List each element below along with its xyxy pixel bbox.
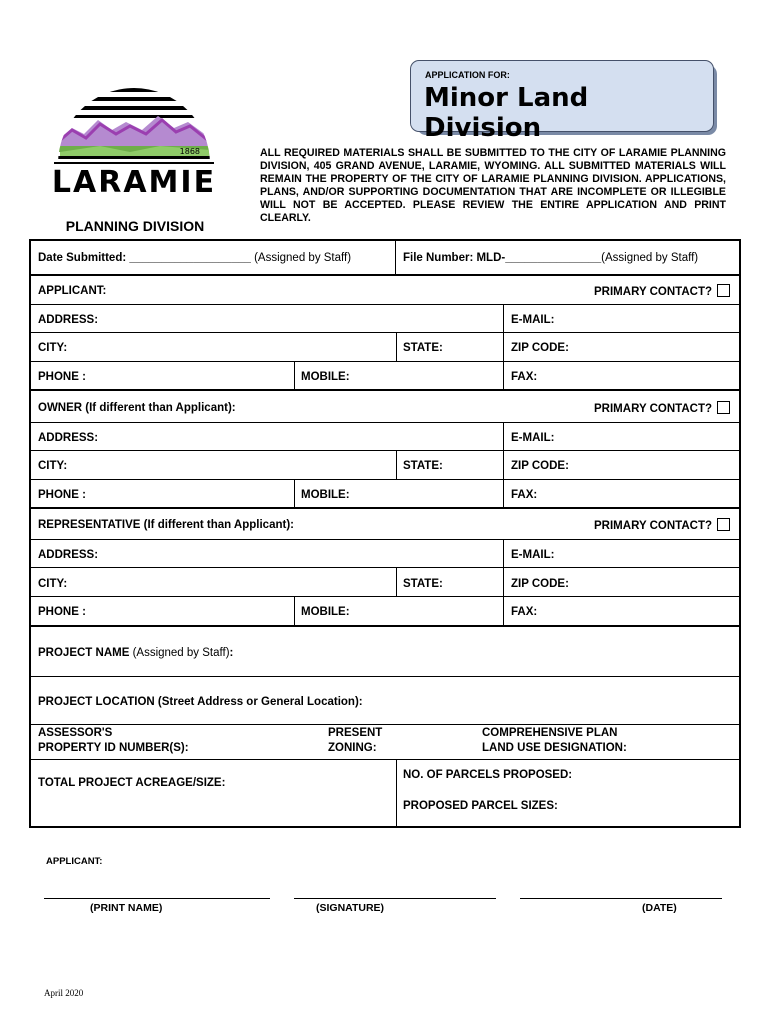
file-number-field[interactable]: File Number: MLD-_______________(Assigned by Staff) [403,252,699,264]
representative-field[interactable]: REPRESENTATIVE (If different than Applicant): [38,519,294,531]
divider [396,759,397,828]
representative-mobile-field[interactable]: MOBILE: [301,606,350,618]
owner-state-field[interactable]: STATE: [403,460,443,472]
submission-notice: ALL REQUIRED MATERIALS SHALL BE SUBMITTED TO THE CITY OF LARAMIE PLANNING DIVISION, 405 GRAND AVENUE, LARAMIE, WYOMING. ALL SUBMITTED MATERIALS WILL REMAIN THE PROPERTY OF THE CITY OF LARAMIE PLANNING DIVISION. APPLICATIONS, PLANS, AND/OR SUPPORTING DOCUMENTATION THAT ARE INCOMPLETE OR ILLEGIBLE WILL NOT BE ACCEPTED. PLEASE REVIEW THE ENTIRE APPLICATION AND PRINT CLEARLY. [260,147,726,224]
divider [31,724,739,725]
divider [503,567,504,596]
divider [31,274,739,276]
land-use-designation-field[interactable]: COMPREHENSIVE PLAN LAND USE DESIGNATION: [482,727,627,754]
divider [503,332,504,361]
divider [503,596,504,625]
representative-primary-contact-checkbox[interactable] [717,518,730,531]
owner-city-field[interactable]: CITY: [38,460,68,472]
owner-primary-contact[interactable]: PRIMARY CONTACT? [594,401,730,415]
divider [31,676,739,677]
applicant-primary-contact[interactable]: PRIMARY CONTACT? [594,284,730,298]
representative-city-field[interactable]: CITY: [38,578,68,590]
divider [503,361,504,389]
assessor-property-id-field[interactable]: ASSESSOR'S PROPERTY ID NUMBER(S): [38,727,189,754]
applicant-email-field[interactable]: E-MAIL: [511,314,555,326]
divider [31,389,739,391]
representative-fax-field[interactable]: FAX: [511,606,538,618]
representative-address-field[interactable]: ADDRESS: [38,549,99,561]
divider [503,450,504,479]
print-name-line[interactable] [44,898,270,899]
divider [294,361,295,389]
divider [31,596,739,597]
divider [31,422,739,423]
applicant-phone-field[interactable]: PHONE : [38,371,86,383]
divider [294,479,295,507]
owner-address-field[interactable]: ADDRESS: [38,432,99,444]
project-name-field[interactable]: PROJECT NAME (Assigned by Staff): [38,647,234,659]
date-submitted-field[interactable]: Date Submitted: ___________________ (Assigned by Staff) [38,252,352,264]
divider [396,567,397,596]
divider [31,507,739,509]
applicant-address-field[interactable]: ADDRESS: [38,314,99,326]
laramie-logo [50,72,218,202]
applicant-city-field[interactable]: CITY: [38,342,68,354]
present-zoning-field[interactable]: PRESENT ZONING: [328,727,383,754]
owner-primary-contact-checkbox[interactable] [717,401,730,414]
representative-primary-contact[interactable]: PRIMARY CONTACT? [594,518,730,532]
divider [31,479,739,480]
date-line[interactable] [520,898,722,899]
applicant-mobile-field[interactable]: MOBILE: [301,371,350,383]
application-form [29,239,741,828]
divider [503,422,504,450]
divider [396,332,397,361]
logo-wordmark: LARAMIE [51,165,217,200]
divider [294,596,295,625]
divider [31,567,739,568]
planning-division-label: PLANNING DIVISION [65,218,205,234]
total-acreage-field[interactable]: TOTAL PROJECT ACREAGE/SIZE: [38,777,226,789]
application-title: Minor Land Division [424,83,589,143]
applicant-primary-contact-checkbox[interactable] [717,284,730,297]
owner-email-field[interactable]: E-MAIL: [511,432,555,444]
divider [503,304,504,332]
divider [31,304,739,305]
signature-line[interactable] [294,898,496,899]
parcel-sizes-field[interactable]: PROPOSED PARCEL SIZES: [403,800,558,812]
representative-state-field[interactable]: STATE: [403,578,443,590]
divider [396,450,397,479]
project-location-field[interactable]: PROJECT LOCATION (Street Address or General Location): [38,696,363,708]
mountain-logo-icon [50,72,218,168]
application-for-label: APPLICATION FOR: [425,70,510,80]
revision-date: April 2020 [44,988,84,998]
divider [395,241,396,275]
applicant-zip-field[interactable]: ZIP CODE: [511,342,569,354]
divider [31,361,739,362]
applicant-field[interactable]: APPLICANT: [38,285,107,297]
divider [31,332,739,333]
svg-text:1868: 1868 [179,147,200,156]
representative-phone-field[interactable]: PHONE : [38,606,86,618]
owner-mobile-field[interactable]: MOBILE: [301,489,350,501]
owner-phone-field[interactable]: PHONE : [38,489,86,501]
divider [503,539,504,567]
divider [31,539,739,540]
owner-zip-field[interactable]: ZIP CODE: [511,460,569,472]
applicant-fax-field[interactable]: FAX: [511,371,538,383]
representative-email-field[interactable]: E-MAIL: [511,549,555,561]
divider [31,625,739,627]
signature-applicant-label: APPLICANT: [46,856,103,867]
application-title-box [410,60,714,143]
divider [503,479,504,507]
parcels-proposed-field[interactable]: NO. OF PARCELS PROPOSED: [403,769,573,781]
owner-fax-field[interactable]: FAX: [511,489,538,501]
date-caption: (DATE) [642,902,677,914]
representative-zip-field[interactable]: ZIP CODE: [511,578,569,590]
divider [31,759,739,760]
print-name-caption: (PRINT NAME) [90,902,163,914]
divider [31,450,739,451]
applicant-state-field[interactable]: STATE: [403,342,443,354]
signature-caption: (SIGNATURE) [316,902,385,914]
owner-field[interactable]: OWNER (If different than Applicant): [38,402,236,414]
